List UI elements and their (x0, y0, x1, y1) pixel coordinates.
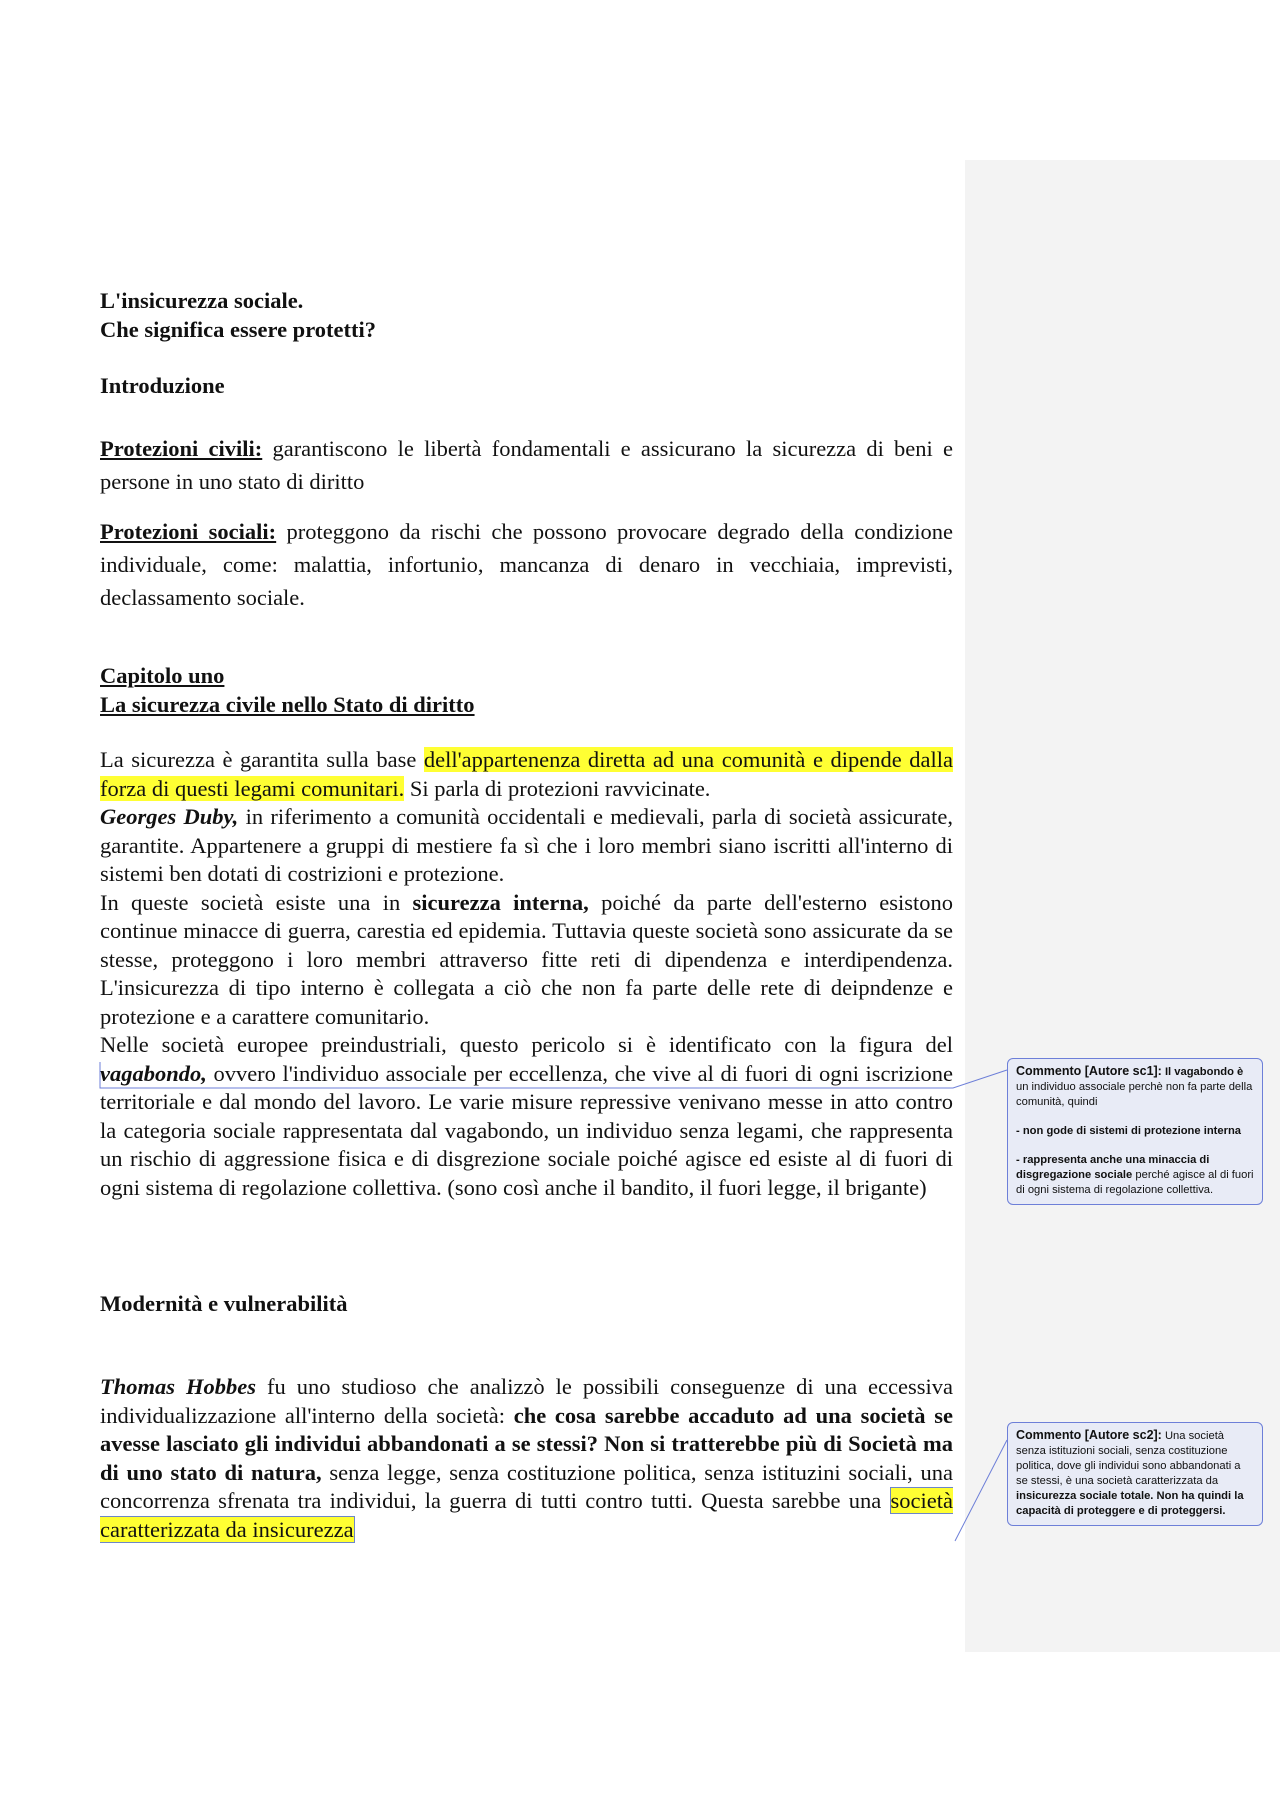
term-protezioni-civili: Protezioni civili: (100, 436, 263, 461)
text-protezioni-civili: garantiscono le libertà fondamentali e assicurano la sicurezza di beni e persone in uno stato di diritto (100, 436, 953, 494)
highlight-insicurezza: società caratterizzata da insicurezza (100, 1488, 953, 1542)
name-georges-duby: Georges Duby, (100, 804, 239, 829)
comment-sc1-title: Commento [Autore sc1]: (1016, 1064, 1162, 1078)
paragraph-protezioni-civili (100, 432, 953, 498)
paragraph-hobbes: Thomas Hobbes fu uno studioso che analizzò le possibili conseguenze di una eccessiva individualizzazione all'interno della società: che cosa sarebbe accaduto ad una società se avesse lasciato gli individui abbandonati a se stessi? Non si tratterebbe più di Società ma di uno stato di natura, senza legge, senza costituzione politica, senza istituzini sociali, una concorrenza sfrenata tra individui, la guerra di tutti contro tutti. Questa sarebbe una società caratterizzata da insicurezza (100, 1374, 954, 1542)
paragraph-vagabondo: Nelle società europee preindustriali, questo pericolo si è identificato con la figura del vagabondo, ovvero l'individuo associale per eccellenza, che vive al di fuori di ogni iscrizione territoriale e dal mondo del lavoro. Le varie misure repressive venivano messe in atto contro la categoria sociale rappresentata dal vagabondo, un individuo senza legami, che rappresenta un rischio di aggressione fisica e di disgrezione sociale poiché agisce ed esiste al di fuori di ogni sistema di regolazione collettiva. (sono così anche il bandito, il fuori legge, il brigante) (100, 1032, 953, 1200)
section-heading-modernita: Modernità e vulnerabilità (100, 1291, 348, 1316)
chapter-line-1: Capitolo uno (100, 663, 225, 688)
comment-sc2-title: Commento [Autore sc2]: (1016, 1428, 1162, 1442)
term-vagabondo: vagabondo, (100, 1060, 207, 1086)
intro-heading: Introduzione (100, 373, 225, 398)
term-protezioni-sociali: Protezioni sociali: (100, 519, 277, 544)
comment-sc1[interactable]: Commento [Autore sc1]: Il vagabondo è un individuo associale perchè non fa parte della comunità, quindi - non gode di sistemi di protezione interna - rappresenta anche una minaccia di disgregazione sociale perché agisce al di fuori di ogni sistema di regolazione collettiva. (1007, 1058, 1263, 1205)
hobbes-question: che cosa sarebbe accaduto ad una società se avesse lasciato gli individui abbandonati a se stessi? Non si tratterebbe più di Società ma di uno stato di natura, (100, 1402, 953, 1485)
name-thomas-hobbes: Thomas Hobbes (100, 1374, 257, 1399)
term-sicurezza-interna: sicurezza interna, (412, 889, 589, 915)
chapter-heading (100, 662, 953, 719)
title-line-2: Che significa essere protetti? (100, 316, 376, 342)
document-title (100, 287, 953, 344)
comment-sc2[interactable]: Commento [Autore sc2]: Una società senza istituzioni sociali, senza costituzione politica, dove gli individui sono abbandonati a se stessi, è una società caratterizzata da insicurezza sociale totale. Non ha quindi la capacità di proteggere e di proteggersi. (1007, 1422, 1263, 1526)
title-line-1: L'insicurezza sociale. (100, 288, 304, 313)
paragraph-protezioni-sociali (100, 515, 953, 614)
text-protezioni-sociali: proteggono da rischi che possono provocare degrado della condizione individuale, come: malattia, infortunio, mancanza di denaro in vecchiaia, imprevisti, declassamento sociale. (100, 519, 954, 610)
chapter-line-2: La sicurezza civile nello Stato di diritto (100, 691, 475, 717)
paragraph-appartenenza: La sicurezza è garantita sulla base dell'appartenenza diretta ad una comunità e dipende dalla forza di questi legami comunitari. Si parla di protezioni ravvicinate. (100, 747, 953, 801)
highlight-appartenenza: dell'appartenenza diretta ad una comunità e dipende dalla forza di questi legami comunitari. (100, 747, 953, 801)
paragraph-sicurezza-interna: In queste società esiste una in sicurezza interna, poiché da parte dell'esterno esistono continue minacce di guerra, carestia ed epidemia. Tuttavia queste società sono assicurate da se stesse, proteggono i loro membri attraverso fitte reti di dipendenza e interdipendenza. L'insicurezza di tipo interno è collegata a ciò che non fa parte delle rete di deipndenze e protezione e a carattere comunitario. (100, 889, 954, 1029)
chapter-body (100, 746, 953, 1202)
paragraph-duby: Georges Duby, in riferimento a comunità occidentali e medievali, parla di società assicurate, garantite. Appartenere a gruppi di mestiere fa sì che i loro membri siano iscritti all'interno di sistemi ben dotati di costrizioni e protezione. (100, 804, 953, 886)
